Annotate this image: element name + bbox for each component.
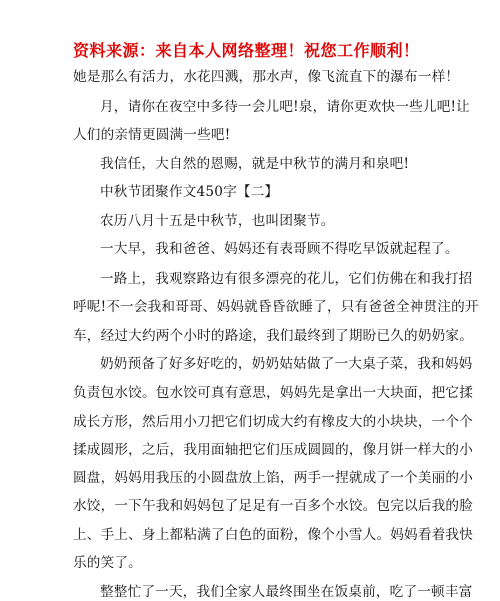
text-line: 一大早，我和爸爸、妈妈还有表哥顾不得吃早饭就起程了。 (100, 241, 459, 257)
text-line: 负责包水饺。包水饺可真有意思，妈妈先是拿出一大块面，把它揉 (73, 385, 474, 401)
section-heading: 中秋节团聚作文450字【二】 (100, 184, 279, 200)
text-line: 我信任，大自然的恩赐，就是中秋节的满月和泉吧! (100, 156, 410, 172)
source-banner: 资料来源：来自本人网络整理！祝您工作顺利！ (73, 41, 420, 60)
text-line: 揉成圆形，之后，我用面轴把它们压成圆圆的，像月饼一样大的小 (73, 442, 474, 458)
text-line: 人们的亲情更圆满一些吧! (73, 127, 231, 143)
text-line: 车，经过大约两个小时的路途，我们最终到了期盼已久的奶奶家。 (73, 328, 474, 344)
text-line: 成长方形，然后用小刀把它们切成大约有橡皮大的小块块，一个个 (73, 414, 474, 430)
text-line: 上、手上、身上都粘满了白色的面粉，像个小雪人。妈妈看着我快 (73, 527, 474, 543)
text-line: 一路上，我观察路边有很多漂亮的花儿，它们仿佛在和我打招 (100, 271, 473, 287)
text-line: 农历八月十五是中秋节，也叫团聚节。 (100, 213, 335, 229)
text-line: 她是那么有活力，水花四溅，那水声，像飞流直下的瀑布一样！ (73, 69, 460, 85)
text-line: 月，请你在夜空中多待一会儿吧!泉，请你更欢快一些儿吧!让 (100, 99, 470, 115)
text-line: 乐的笑了。 (73, 555, 142, 571)
text-line: 整整忙了一天，我们全家人最终围坐在饭桌前，吃了一顿丰富 (100, 584, 473, 600)
text-line: 奶奶预备了好多好吃的，奶奶姑姑做了一大桌子菜，我和妈妈 (100, 356, 473, 372)
text-line: 呼呢!不一会我和哥哥、妈妈就昏昏欲睡了，只有爸爸全神贯注的开 (73, 299, 479, 315)
text-line: 圆盘，妈妈用我压的小圆盘放上馅，两手一捏就成了一个美丽的小 (73, 470, 474, 486)
text-line: 水饺，一下午我和妈妈包了足足有一百多个水饺。包完以后我的脸 (73, 498, 474, 514)
